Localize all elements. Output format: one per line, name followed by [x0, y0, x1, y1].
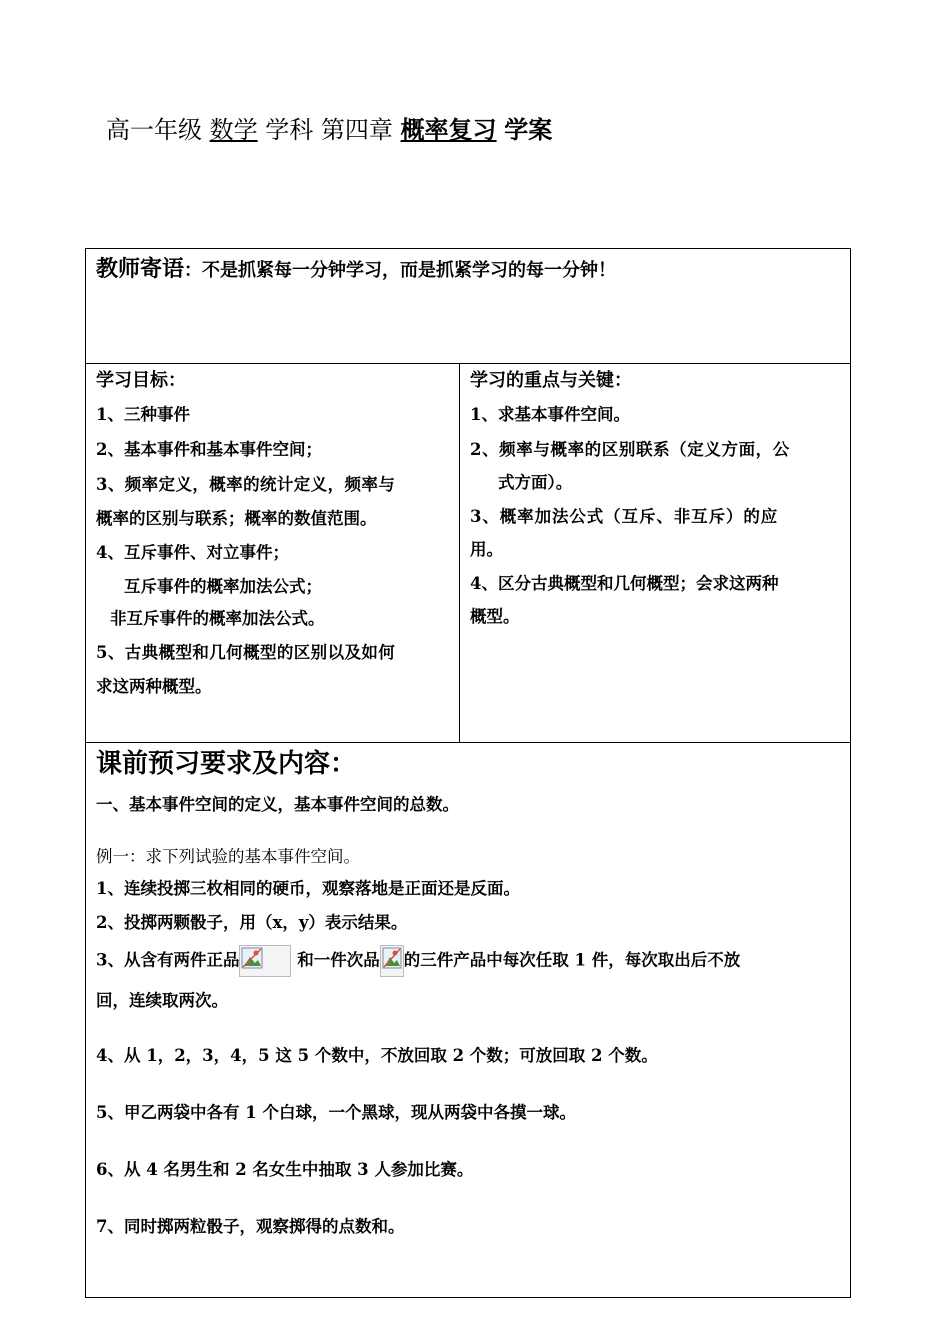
keys-line: 2、频率与概率的区别联系（定义方面，公	[470, 440, 790, 459]
title-suffix: 学案	[504, 115, 553, 144]
goals-cell	[85, 363, 460, 743]
image-placeholder-icon	[239, 945, 291, 977]
motto-text	[96, 252, 616, 283]
title-prefix: 高一年级	[106, 116, 202, 144]
page-title	[106, 110, 552, 145]
keys-heading: 学习的重点与关键：	[470, 370, 632, 391]
goals-heading: 学习目标：	[96, 370, 186, 391]
keys-line: 式方面）。	[498, 473, 573, 492]
question-1: 1、连续投掷三枚相同的硬币，观察落地是正面还是反面。	[96, 879, 520, 898]
keys-cell	[459, 363, 851, 743]
goals-line: 互斥事件的概率加法公式；	[124, 577, 322, 596]
image-placeholder-icon	[380, 945, 404, 977]
keys-line: 1、求基本事件空间。	[470, 405, 630, 424]
goals-line: 求这两种概型。	[96, 677, 212, 696]
keys-line: 概型。	[470, 607, 520, 626]
preview-heading: 课前预习要求及内容：	[96, 749, 357, 779]
keys-line: 3、概率加法公式（互斥、非互斥）的应	[470, 507, 779, 526]
keys-line: 用。	[470, 540, 503, 559]
goals-line: 非互斥事件的概率加法公式。	[110, 609, 325, 628]
goals-line: 1、三种事件	[96, 405, 190, 424]
goals-line: 5、古典概型和几何概型的区别以及如何	[96, 643, 396, 662]
goals-line: 概率的区别与联系；概率的数值范围。	[96, 509, 377, 528]
preview-cell	[85, 742, 851, 1298]
title-mid: 学科 第四章	[265, 116, 393, 144]
question-2: 2、投掷两颗骰子，用（x，y）表示结果。	[96, 913, 408, 932]
question-7: 7、同时掷两粒骰子，观察掷得的点数和。	[96, 1217, 405, 1236]
motto-cell	[85, 248, 851, 364]
question-3-part-c: 的三件产品中每次任取 1 件，每次取出后不放	[403, 950, 741, 970]
title-subject: 数学	[209, 116, 258, 144]
motto-body: ：不是抓紧每一分钟学习，而是抓紧学习的每一分钟！	[184, 260, 617, 281]
motto-label: 教师寄语	[96, 256, 185, 282]
example-title: 例一：求下列试验的基本事件空间。	[96, 847, 360, 866]
question-3-continued: 回，连续取两次。	[96, 991, 228, 1010]
keys-line: 4、区分古典概型和几何概型；会求这两种	[470, 574, 779, 593]
goals-line: 3、频率定义，概率的统计定义，频率与	[96, 475, 396, 494]
question-4: 4、从 1，2，3，4，5 这 5 个数中，不放回取 2 个数；可放回取 2 个数。	[96, 1046, 658, 1065]
question-3	[96, 945, 740, 977]
question-3-part-a: 3、从含有两件正品	[96, 950, 240, 970]
question-6: 6、从 4 名男生和 2 名女生中抽取 3 人参加比赛。	[96, 1160, 474, 1179]
question-3-part-b: 和一件次品	[297, 950, 380, 970]
goals-line: 2、基本事件和基本事件空间；	[96, 440, 322, 459]
preview-section-title: 一、基本事件空间的定义，基本事件空间的总数。	[96, 795, 459, 814]
question-5: 5、甲乙两袋中各有 1 个白球，一个黑球，现从两袋中各摸一球。	[96, 1103, 576, 1122]
goals-line: 4、互斥事件、对立事件；	[96, 543, 289, 562]
title-topic: 概率复习	[400, 115, 497, 144]
